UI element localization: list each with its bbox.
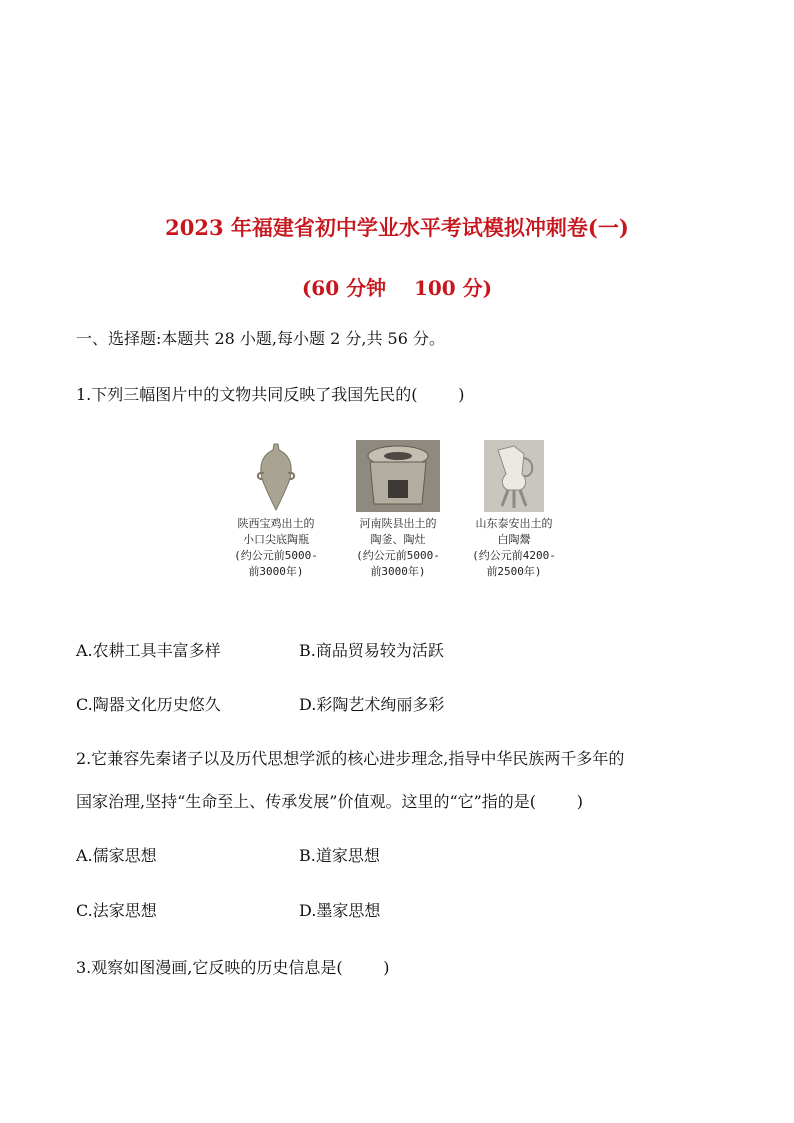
artifact-3-caption-line-2: 白陶鬶 xyxy=(497,533,531,546)
question-2-option-c[interactable]: C.法家思想 xyxy=(76,901,157,920)
artifact-1-caption-line-1: 陕西宝鸡出土的 xyxy=(237,517,315,530)
artifact-3-caption-line-1: 山东泰安出土的 xyxy=(475,517,553,530)
question-2-option-b[interactable]: B.道家思想 xyxy=(299,846,380,865)
artifact-2-caption-line-3: (约公元前5000- xyxy=(356,549,440,562)
white-pottery-gui-icon xyxy=(484,440,544,512)
question-1-option-b[interactable]: B.商品贸易较为活跃 xyxy=(299,641,444,660)
artifact-3-caption-line-3: (约公元前4200- xyxy=(472,549,556,562)
question-2-stem-line-1: 2.它兼容先秦诸子以及历代思想学派的核心进步理念,指导中华民族两千多年的 xyxy=(76,749,625,768)
question-1-option-d[interactable]: D.彩陶艺术绚丽多彩 xyxy=(299,695,445,714)
artifact-1-caption-line-2: 小口尖底陶瓶 xyxy=(243,533,309,546)
artifact-1 xyxy=(222,440,330,580)
question-1-option-c[interactable]: C.陶器文化历史悠久 xyxy=(76,695,221,714)
pointed-bottom-bottle-icon xyxy=(234,440,318,512)
artifact-2 xyxy=(344,440,452,580)
question-2-stem-line-2: 国家治理,坚持“生命至上、传承发展”价值观。这里的“它”指的是( ) xyxy=(76,792,583,811)
artifact-1-caption-line-4: 前3000年) xyxy=(248,565,304,578)
section-heading: 一、选择题:本题共 28 小题,每小题 2 分,共 56 分。 xyxy=(76,329,445,348)
question-2-option-d[interactable]: D.墨家思想 xyxy=(299,901,381,920)
question-2-option-a[interactable]: A.儒家思想 xyxy=(76,846,157,865)
artifact-2-caption-line-1: 河南陕县出土的 xyxy=(359,517,437,530)
question-1-stem: 1.下列三幅图片中的文物共同反映了我国先民的( ) xyxy=(76,385,465,404)
exam-title: 2023 年福建省初中学业水平考试模拟冲刺卷(一) xyxy=(165,215,629,240)
artifact-1-caption-line-3: (约公元前5000- xyxy=(234,549,318,562)
question-3-stem: 3.观察如图漫画,它反映的历史信息是( ) xyxy=(76,958,390,977)
artifact-3 xyxy=(458,440,570,580)
artifact-3-caption-line-4: 前2500年) xyxy=(486,565,542,578)
artifact-2-caption-line-2: 陶釜、陶灶 xyxy=(370,533,426,546)
pottery-cauldron-stove-icon xyxy=(356,440,440,512)
question-1-option-a[interactable]: A.农耕工具丰富多样 xyxy=(76,641,221,660)
artifact-2-caption-line-4: 前3000年) xyxy=(370,565,426,578)
exam-duration-score: (60 分钟 100 分) xyxy=(301,276,493,300)
